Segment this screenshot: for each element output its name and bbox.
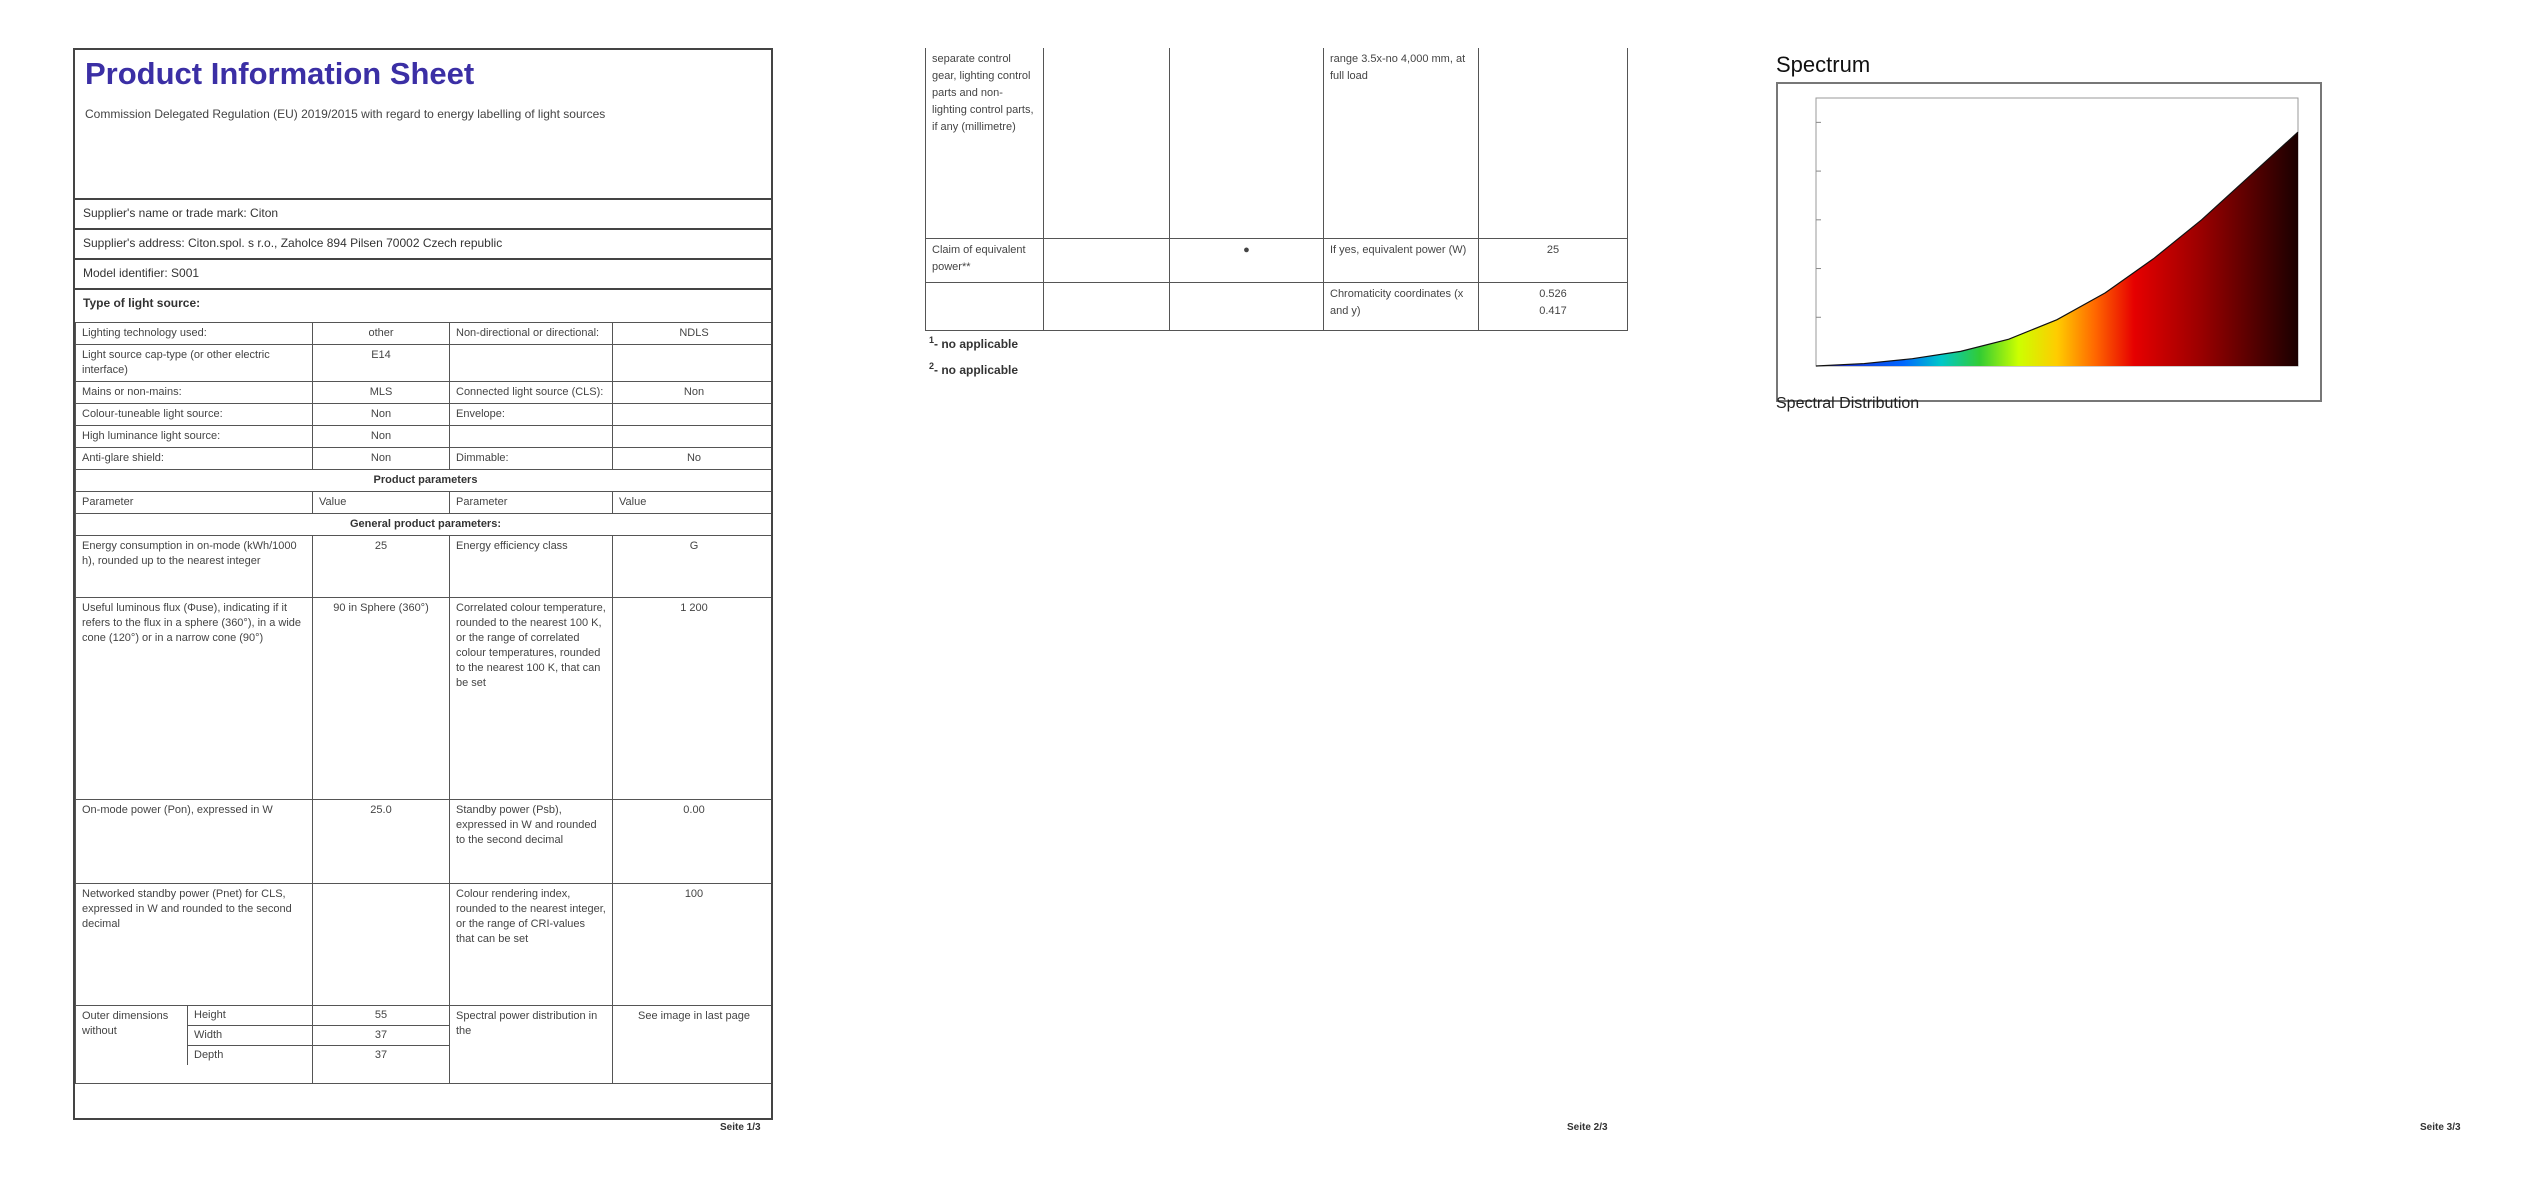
spectrum-chart (1778, 84, 2320, 400)
spec-param: Envelope: (450, 404, 613, 426)
spec-param: Light source cap-type (or other electric interface) (76, 345, 313, 382)
spec-value: ● (1170, 238, 1324, 282)
spec-spacer (1044, 282, 1170, 330)
spec-param: High luminance light source: (76, 426, 313, 448)
general-param: Energy efficiency class (450, 536, 613, 598)
general-param: Useful luminous flux (Φuse), indicating if it refers to the flux in a sphere (360°), in a wide cone (120°) or in a narrow cone (90°) (76, 598, 313, 800)
spec-row (926, 238, 1628, 282)
spec-row (76, 448, 774, 470)
spd-value: See image in last page (613, 1006, 774, 1084)
general-value (313, 884, 450, 1006)
dim-value-width: 37 (313, 1026, 449, 1046)
spec-param: Anti-glare shield: (76, 448, 313, 470)
spec-value: Non (613, 382, 774, 404)
footnote-1: $^1$- no applicable (929, 335, 1019, 351)
spec-value: E14 (313, 345, 450, 382)
spec-row (926, 282, 1628, 330)
general-value: 1 200 (613, 598, 774, 800)
spec-row (926, 48, 1628, 238)
general-parameters-heading: General product parameters: (76, 514, 774, 536)
spec-value (1170, 48, 1324, 238)
page-number: Seite 1/3 (720, 1122, 761, 1133)
dimension-values-cell (313, 1006, 450, 1084)
dim-label-depth: Depth (194, 1049, 224, 1061)
dim-label-height: Height (188, 1006, 312, 1026)
general-param: Networked standby power (Pnet) for CLS, expressed in W and rounded to the second decimal (76, 884, 313, 1006)
spd-label: Spectral power distribution in the (450, 1006, 613, 1084)
regulation-subtitle: Commission Delegated Regulation (EU) 2019/2015 with regard to energy labelling of light sources (85, 107, 606, 121)
spec-table (75, 322, 773, 1084)
product-info-box (73, 48, 773, 1120)
general-row (76, 536, 774, 598)
general-value: 100 (613, 884, 774, 1006)
spec-value: other (313, 323, 450, 345)
dim-value-depth: 37 (374, 1049, 388, 1061)
value-header: Value (613, 492, 774, 514)
spec-row (76, 404, 774, 426)
spec-value: Non (313, 448, 450, 470)
dim-value-height: 55 (313, 1006, 449, 1026)
spec-spacer (1044, 48, 1170, 238)
spectrum-caption: Spectral Distribution (1776, 395, 1920, 412)
spec-value: Non (313, 426, 450, 448)
spec-param: Colour-tuneable light source: (76, 404, 313, 426)
spec-value: NDLS (613, 323, 774, 345)
page-2 (847, 0, 1694, 1200)
outer-dimensions-label: Outer dimensions without (76, 1006, 188, 1065)
dim-label-width: Width (188, 1026, 312, 1046)
spec-value: No (613, 448, 774, 470)
general-value: 0.00 (613, 800, 774, 884)
general-param: Colour rendering index, rounded to the nearest integer, or the range of CRI-values that can be set (450, 884, 613, 1006)
spec-value: MLS (313, 382, 450, 404)
general-row (76, 800, 774, 884)
value-header: Value (313, 492, 450, 514)
spec-value (1479, 48, 1628, 238)
spec-param: Dimmable: (450, 448, 613, 470)
spec-param: Mains or non-mains: (76, 382, 313, 404)
spec-param (450, 426, 613, 448)
footnote-2: $^2$- no applicable (929, 361, 1019, 377)
general-param: On-mode power (Pon), expressed in W (76, 800, 313, 884)
model-identifier: Model identifier: S001 (75, 258, 771, 286)
supplier-address: Supplier's address: Citon.spol. s r.o., Zaholce 894 Pilsen 70002 Czech republic (75, 228, 771, 256)
spec-param: range 3.5x-no 4,000 mm, at full load (1324, 48, 1479, 238)
spec-spacer (1044, 238, 1170, 282)
spec-value: 0.526 0.417 (1479, 282, 1628, 330)
general-value: 90 in Sphere (360°) (313, 598, 450, 800)
spec-row (76, 426, 774, 448)
spec-value: 25 (1479, 238, 1628, 282)
product-parameters-heading: Product parameters (76, 470, 774, 492)
spec-value (613, 345, 774, 382)
general-value: 25.0 (313, 800, 450, 884)
spec-param: Lighting technology used: (76, 323, 313, 345)
footnotes (929, 329, 1018, 381)
general-row (76, 598, 774, 800)
general-row (76, 884, 774, 1006)
general-value: G (613, 536, 774, 598)
spec-value (1170, 282, 1324, 330)
outer-dimensions-cell (76, 1006, 313, 1084)
page-3 (1694, 0, 2542, 1200)
spectrum-title: Spectrum (1776, 52, 1871, 77)
general-value: 25 (313, 536, 450, 598)
param-header: Parameter (450, 492, 613, 514)
general-param: Correlated colour temperature, rounded to the nearest 100 K, or the range of correlated colour temperatures, rounded to the nearest 100 K, that can be set (450, 598, 613, 800)
spec-param: Non-directional or directional: (450, 323, 613, 345)
page-number: Seite 2/3 (1567, 1122, 1608, 1133)
param-header: Parameter (76, 492, 313, 514)
supplier-name: Supplier's name or trade mark: Citon (75, 198, 771, 226)
spec-value (613, 426, 774, 448)
spec-value (613, 404, 774, 426)
spec-param: Claim of equivalent power** (926, 238, 1044, 282)
spectrum-chart-frame (1776, 82, 2322, 402)
page-1 (0, 0, 847, 1200)
spec-param: separate control gear, lighting control parts and non-lighting control parts, if any (millimetre) (926, 48, 1044, 238)
page-title: Product Information Sheet (85, 56, 475, 91)
spec-row (76, 345, 774, 382)
spec-param: Chromaticity coordinates (x and y) (1324, 282, 1479, 330)
spec-row (76, 323, 774, 345)
spec-param: Connected light source (CLS): (450, 382, 613, 404)
type-of-light-source: Type of light source: (75, 288, 771, 316)
spec-row (76, 382, 774, 404)
general-param: Standby power (Psb), expressed in W and rounded to the second decimal (450, 800, 613, 884)
general-param: Energy consumption in on-mode (kWh/1000 h), rounded up to the nearest integer (76, 536, 313, 598)
spec-param (450, 345, 613, 382)
spectrum-area (1816, 132, 2298, 366)
spec-param (926, 282, 1044, 330)
spec-value: Non (313, 404, 450, 426)
spec-param: If yes, equivalent power (W) (1324, 238, 1479, 282)
page-number: Seite 3/3 (2420, 1122, 2461, 1133)
spec-table-continued (925, 48, 1628, 331)
